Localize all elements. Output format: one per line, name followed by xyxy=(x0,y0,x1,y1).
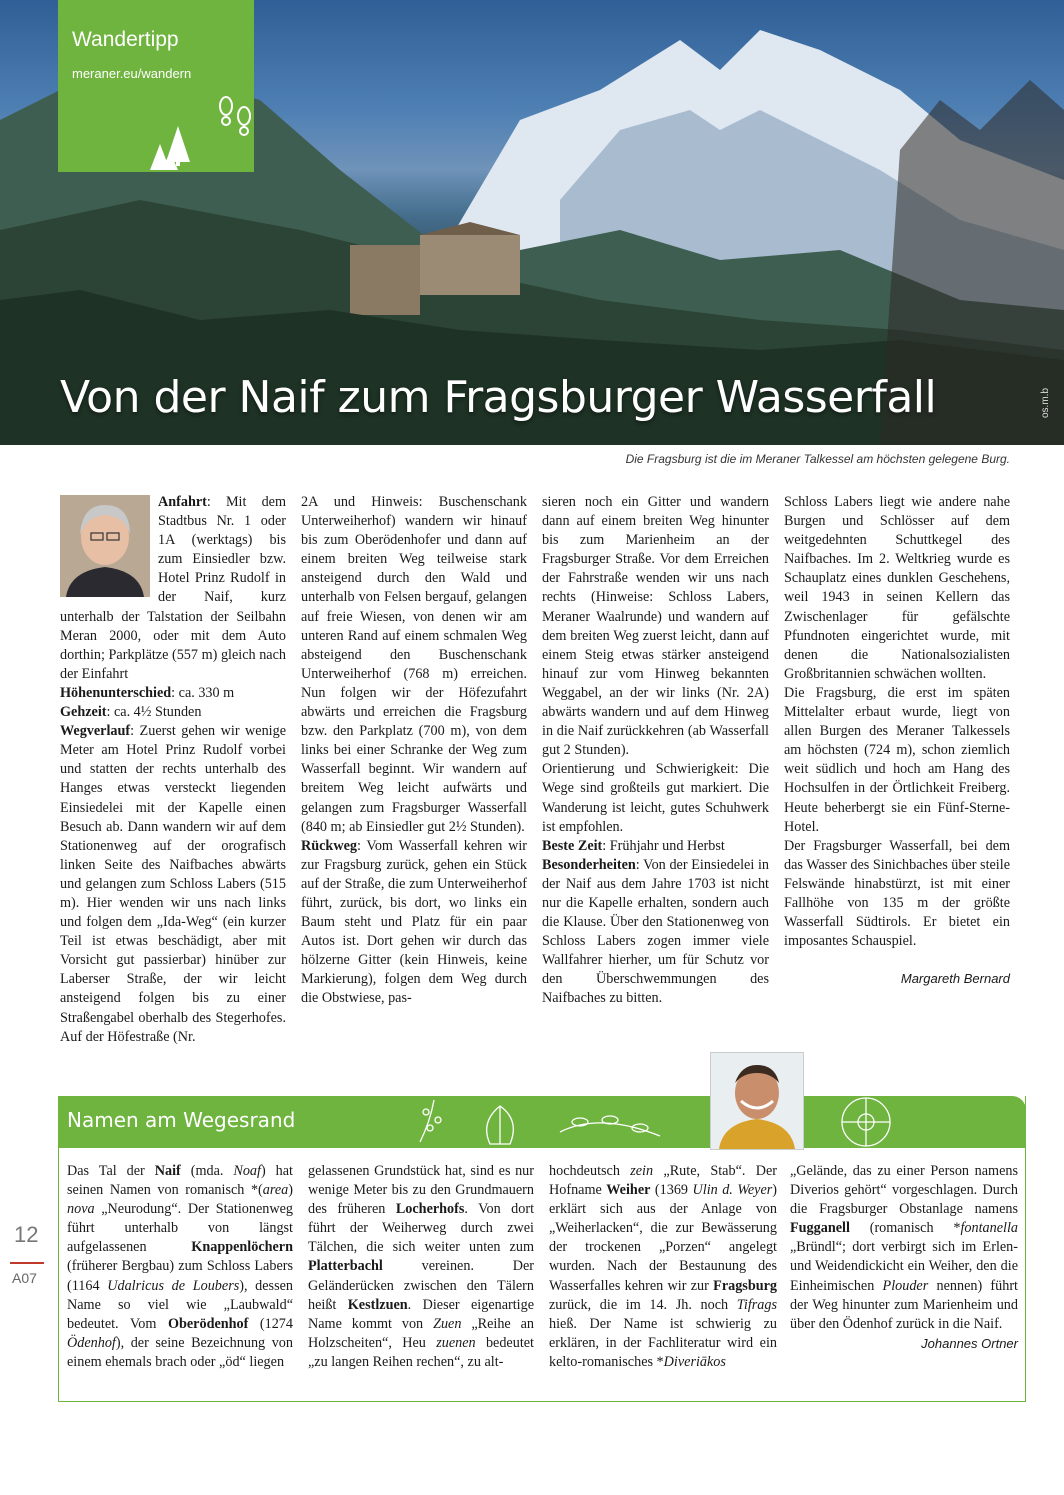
names-column-1 xyxy=(67,1162,293,1372)
bold-term: Naif xyxy=(154,1163,181,1179)
paragraph: Beste Zeit: Frühjahr und Herbst xyxy=(542,837,725,854)
tag-icons xyxy=(138,94,258,179)
paragraph: Wegverlauf: Zuerst gehen wir wenige Meter am Hotel Prinz Rudolf vorbei und statten der rechts unterhalb des Hanges etwas versteckt liegenden Einsiedelei mit der Kapelle einen Besuch ab. Dann wandern wir auf dem Stationenweg auf der orografisch linken Seite des Naifbaches abwärts und gelangen zum Schloss Labers (515 m). Hier wenden wir uns nach links und folgen dem „Ida-Weg“ (ein kurzer Teil ist etwas beschädigt, aber mit Vorsicht gut passierbar) hinüber zur Laberser Straße, der wir leicht ansteigend folgen bis zu einer Straßengabel oberhalb des Stegerhofes. Auf der Höfestraße (Nr. xyxy=(60,723,286,1045)
paragraph: Schloss Labers liegt wie andere nahe Burgen und Schlösser auf dem weitgedehnten Schuttkegel des Naifbaches. Im 2. Weltkrieg wurde es Schauplatz eines dunklen Geschehens, weil 1943 in seinen Kellern das Zwischenlager für gefälschte Pfundnoten eingerichtet wurde, mit denen die Nationalsozialisten Großbritannien schwächen wollten. xyxy=(784,494,1010,682)
bold-term: Locherhofs xyxy=(395,1201,465,1218)
paragraph: Anfahrt: Mit dem Stadtbus Nr. 1 oder 1A (werktags) bis zum Einsiedler bzw. Hotel Prinz Rudolf in der Naif, kurz unterhalb der Talstation der Seilbahn Meran 2000, oder mit dem Auto dorthin; Parkplätze (557 m) gleich nach der Einfahrt xyxy=(60,494,286,682)
names-author: Johannes Ortner xyxy=(921,1335,1018,1351)
article-column-4 xyxy=(784,493,1010,988)
italic-term: area xyxy=(262,1182,289,1199)
paragraph: Die Fragsburg, die erst im späten Mittelalter erbaut wurde, liegt von allen Burgen des Meraner Talkessels am höchsten (724 m), schon ziemlich weit südlich und hoch am Hang des Hochsulfen in der Örtlichkeit Freiberg. Heute beherbergt sie ein Fünf-Sterne-Hotel. xyxy=(784,684,1010,835)
italic-term: fontanella xyxy=(960,1220,1018,1237)
article-text xyxy=(542,493,769,1009)
page-number: 12 xyxy=(14,1222,39,1247)
italic-term: Noaf xyxy=(233,1163,261,1179)
article-text xyxy=(301,493,527,1009)
names-text xyxy=(790,1162,1018,1351)
paragraph: Gehzeit: ca. 4½ Stunden xyxy=(60,704,202,721)
paragraph: Besonderheiten: Von der Einsiedelei in der Naif aus dem Jahre 1703 ist nicht nur die Kapelle erhalten, sondern auch die Klause. Über den Stationenweg von Schloss Labers zogen immer viele Wallfahrer hierher, um für Schutz vor den Überschwemmungen des Naifbaches zu bitten. xyxy=(542,856,769,1007)
paragraph: sieren noch ein Gitter und wandern dann auf einem breiten Weg hinunter bis zum Marienheim an der Fragsburger Straße. Vor dem Erreichen der Fahrstraße wenden wir uns nach rechts (Hinweise: Schloss Labers, Meraner Waalrunde) und wandern auf dem breiten Weg zuerst leicht, dann auf einem Steig etwas stärker ansteigend hinauf zur vom Hinweg bekannten Weggabel, an der wir links (Nr. 2A) abwärts wandern und auf dem Hinweg in die Naif zurückkehren (ab Wasserfall gut 2 Stunden). xyxy=(542,494,769,759)
bold-term: Oberödenhof xyxy=(167,1315,249,1332)
names-box-title: Namen am Wegesrand xyxy=(67,1108,296,1132)
names-text xyxy=(67,1162,293,1372)
italic-term: Ödenhof xyxy=(67,1334,116,1351)
italic-term: zuenen xyxy=(436,1334,476,1351)
bold-term: Fugganell xyxy=(790,1220,850,1237)
author-photo-2 xyxy=(710,1052,804,1150)
bold-term: Beste Zeit xyxy=(542,837,603,854)
floral-decoration xyxy=(410,1092,910,1157)
photo-caption: Die Fragsburg ist die im Meraner Talkessel am höchsten gelegene Burg. xyxy=(625,452,1010,466)
paragraph: „Gelände, das zu einer Person namens Diverios gehört“ vorgeschlagen. Durch die Fragsburger Obstanlage namens Fugganell (romanisch *fontanella „Bründl“; dort verbirgt sich im Erlen- und Weidendickicht ein Weiher, den die Einheimischen Plouder nennen) führt der Weg hinunter zum Marienheim und über den Ödenhof zurück in die Naif. Johannes Ortner xyxy=(790,1162,1018,1334)
author-photo xyxy=(60,495,150,597)
italic-term: Plouder xyxy=(882,1277,929,1294)
names-text xyxy=(308,1162,534,1372)
bold-term: Knappenlöchern xyxy=(191,1239,293,1256)
bold-term: Anfahrt xyxy=(158,494,207,510)
italic-term: zein xyxy=(630,1163,654,1179)
page-code: A07 xyxy=(12,1270,37,1286)
paragraph: Höhenunterschied: ca. 330 m xyxy=(60,684,235,701)
italic-term: Tifrags xyxy=(736,1296,777,1313)
paragraph: gelassenen Grundstück hat, sind es nur wenige Meter bis zu den Grundmauern des früheren Locherhofs. Von dort führt der Weiherweg durch zwei Tälchen, die sich weiter unten zum Platterbachl vereinen. Der Geländerücken zwischen den Tälern heißt Kestlzuen. Dieser eigenartige Name kommt von Zuen „Reihe an Holzscheiten“, Heu zuenen bedeutet „zu langen Reihen rechen“, zu alt- xyxy=(308,1163,535,1370)
italic-term: Zuen xyxy=(433,1315,462,1332)
names-column-3 xyxy=(549,1162,777,1372)
paragraph: Der Fragsburger Wasserfall, bei dem das Wasser des Sinichbaches über steile Felswände hinabstürzt, ist mit einer Fallhöhe von 135 m der größte Wasserfall Südtirols. Er bietet ein imposantes Schauspiel. xyxy=(784,837,1010,950)
bold-term: Rückweg xyxy=(301,837,357,854)
bold-term: Kestlzuen xyxy=(347,1296,408,1313)
italic-term: nova xyxy=(67,1201,95,1218)
bold-term: Fragsburg xyxy=(713,1277,777,1294)
article-author: Margareth Bernard xyxy=(900,971,1010,987)
names-column-4 xyxy=(790,1162,1018,1353)
article-column-3 xyxy=(542,493,769,1009)
italic-term: Ulin d. Weyer xyxy=(692,1182,773,1199)
paragraph: 2A und Hinweis: Buschenschank Unterweiherhof) wandern wir hinauf bis zum Oberödenhofer und dann auf einem breiten Weg teilweise stark ansteigend durch den Wald und unterhalb von Felsen bergauf, gelangen auf freie Wiesen, von denen wir am unteren Rand auf einem schmalen Weg absteigend den Buschenschank Unterweiherhof (768 m) erreichen. Nun folgen wir der Höfezufahrt abwärts und erreichen die Fragsburg bzw. den Parkplatz (700 m), von dem links bei einer Schranke der Weg zum Wasserfall beginnt. Wir wandern auf breitem Weg leicht aufwärts und gelangen zum Fragsburger Wasserfall (840 m; ab Einsiedler gut 2½ Stunden). xyxy=(301,494,527,835)
bold-term: Gehzeit xyxy=(60,704,107,721)
section-url: meraner.eu/wandern xyxy=(72,66,192,81)
article-column-1 xyxy=(60,493,286,1047)
headline: Von der Naif zum Fragsburger Wasserfall xyxy=(60,372,937,423)
italic-term: Diveriākos xyxy=(663,1353,726,1370)
trees-icon xyxy=(150,126,190,170)
bold-term: Weiher xyxy=(606,1182,651,1199)
paragraph: Orientierung und Schwierigkeit: Die Wege sind großteils gut markiert. Die Wanderung ist leicht, gutes Schuhwerk ist empfohlen. xyxy=(542,761,769,835)
paragraph: Rückweg: Vom Wasserfall kehren wir zur Fragsburg zurück, gehen ein Stück auf der Straße, die zum Unterweiherhof führt, zurück, bis dort, wo links ein Baum steht und Platz für ein paar Autos ist. Dort gehen wir durch das hölzerne Gitter (kein Hinweis, keine Markierung), folgen dem Weg durch die Obstwiese, pas- xyxy=(301,837,527,1007)
bold-term: Besonderheiten xyxy=(542,856,636,873)
footprints-icon xyxy=(220,97,250,135)
italic-term: Udalricus de Loubers xyxy=(107,1277,240,1294)
section-title: Wandertipp xyxy=(72,28,179,51)
names-text xyxy=(549,1162,777,1372)
article-column-2 xyxy=(301,493,527,1009)
bold-term: Platterbachl xyxy=(308,1258,383,1275)
names-column-2 xyxy=(308,1162,534,1372)
paragraph: hochdeutsch zein „Rute, Stab“. Der Hofname Weiher (1369 Ulin d. Weyer) erklärt sich aus der Anlage von „Weiherlacken“, die zur Bewässerung der trockenen „Porzen“ angelegt wurden. Nach der Bestaunung des Wasserfalles kehren wir zur Fragsburg zurück, die im 14. Jh. noch Tifrags hieß. Der Name ist schwierig zu erklären, in der Fachliteratur wird ein kelto-romanisches *Diveriākos xyxy=(549,1163,777,1370)
photo-credit: os.m.b xyxy=(1040,387,1051,418)
bold-term: Wegverlauf xyxy=(60,723,131,740)
article-text xyxy=(784,493,1010,951)
bold-term: Höhenunterschied xyxy=(60,684,172,701)
page-number-rule xyxy=(10,1262,44,1264)
paragraph: Das Tal der Naif (mda. Noaf) hat seinen Namen von romanisch *(area) nova „Neurodung“. Der Stationenweg führt unterhalb von längst aufgelassenen Knappenlöchern (früherer Bergbau) zum Schloss Labers (1164 Udalricus de Loubers), dessen Name so viel wie „Laubwald“ bedeutet. Vom Oberödenhof (1274 Ödenhof), der seine Bezeichnung von einem ehemals brach oder „öd“ liegen xyxy=(67,1163,293,1370)
